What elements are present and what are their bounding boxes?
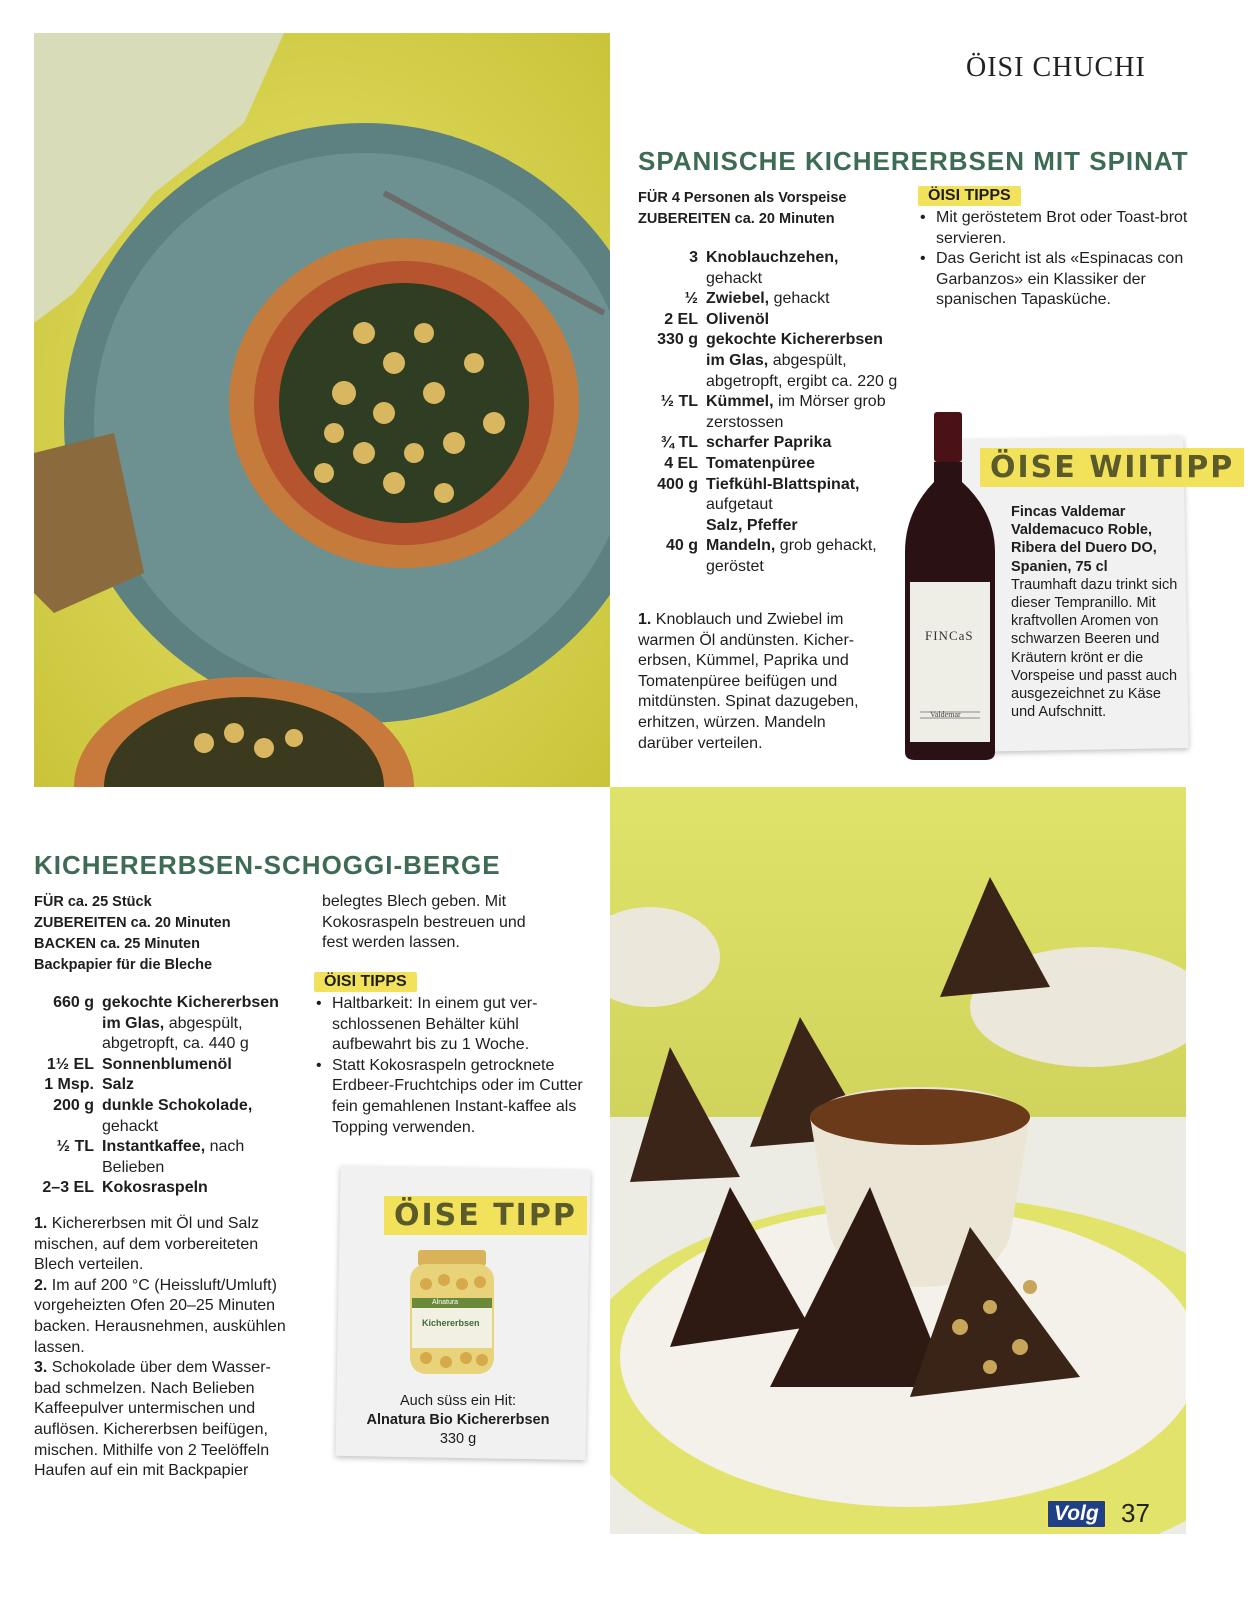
ingredient-note: abgespült, abgetropft, ca. 440 g <box>102 1014 249 1053</box>
product-size: 330 g <box>439 1431 477 1447</box>
ingredient-text <box>102 1055 289 1076</box>
ingredient-text <box>706 475 898 516</box>
ingredient-name: Kokosraspeln <box>102 1179 208 1197</box>
ingredient-note: gehackt <box>769 290 830 308</box>
wine-bottle-brand: Valdemar <box>930 710 961 719</box>
ingredient-note: nach Belieben <box>102 1138 245 1176</box>
recipe1-prep-time: ZUBEREITEN ca. 20 Minuten <box>638 211 835 227</box>
ingredient-name: Zwiebel, <box>706 290 770 308</box>
brand-logo-text: Volg <box>1054 1502 1099 1525</box>
ingredient-text <box>706 433 898 454</box>
ingredient-row <box>34 1178 289 1199</box>
ingredient-note: aufgetaut <box>706 496 773 514</box>
ingredient-name: dunkle Schokolade, <box>102 1096 253 1114</box>
product-tip-label-wrap <box>384 1196 587 1235</box>
ingredient-text <box>706 248 898 289</box>
recipe2-equipment: Backpapier für die Bleche <box>34 957 213 973</box>
ingredient-note: im Mörser grob zerstossen <box>706 393 886 431</box>
ingredient-row <box>34 1075 289 1096</box>
ingredient-quantity: 3 <box>689 249 698 266</box>
recipe1-title: SPANISCHE KICHERERBSEN MIT SPINAT <box>638 146 1189 176</box>
tip-item: • Haltbarkeit: In einem gut ver-schlossenen Behälter kühl aufbewahrt bis zu 1 Woche. <box>314 994 594 1056</box>
ingredient-quantity: 330 g <box>657 331 698 349</box>
ingredient-quantity: 1 Msp. <box>44 1076 94 1094</box>
recipe2-tips <box>314 972 594 1138</box>
step-number: 3. <box>34 1359 48 1377</box>
ingredient-name: Salz <box>102 1076 135 1094</box>
ingredient-name: Knoblauchzehen, <box>706 249 839 266</box>
ingredient-row <box>638 516 898 537</box>
ingredient-row <box>638 289 898 310</box>
chickpea-jar <box>404 1248 500 1378</box>
ingredient-note: gehackt <box>102 1117 159 1135</box>
step-number: 1. <box>34 1215 48 1232</box>
photo-chocolate-illustration <box>610 787 1186 1534</box>
ingredient-quantity: 2 EL <box>664 310 698 328</box>
ingredient-name: Sonnenblumenöl <box>102 1055 232 1073</box>
recipe1-ingredients <box>638 248 898 578</box>
recipe2-meta <box>34 892 231 976</box>
ingredient-text <box>102 1137 289 1178</box>
ingredient-quantity: 1½ EL <box>46 1055 94 1073</box>
ingredient-text <box>102 1075 289 1096</box>
ingredient-name: scharfer Paprika <box>706 434 832 452</box>
ingredient-text <box>706 516 898 537</box>
ingredient-name: Tomatenpüree <box>706 454 816 472</box>
product-tip-label: ÖISE TIPP <box>384 1196 587 1235</box>
ingredient-quantity: 660 g <box>53 994 94 1011</box>
recipe1-tips-label: ÖISI TIPPS <box>918 186 1021 206</box>
wine-tip-label: ÖISE WIITIPP <box>980 448 1244 487</box>
ingredient-row <box>638 248 898 289</box>
step-number: 1. <box>638 611 652 628</box>
ingredient-row <box>638 330 898 392</box>
recipe2-step-continued: belegtes Blech geben. Mit Kokosraspeln bestreuen und fest werden lassen. <box>322 893 526 952</box>
ingredient-row <box>34 1055 289 1076</box>
ingredient-text <box>706 454 898 475</box>
recipe1-meta <box>638 188 846 230</box>
ingredient-note: gehackt <box>706 269 763 287</box>
ingredient-row <box>34 993 289 1055</box>
ingredient-row <box>34 1096 289 1137</box>
ingredient-note: abgespült, abgetropft, ergibt ca. 220 g <box>706 351 898 390</box>
ingredient-row <box>638 433 898 454</box>
ingredient-name: Mandeln, <box>706 537 776 555</box>
ingredient-quantity: 40 g <box>665 537 698 555</box>
step-text: Im auf 200 °C (Heissluft/Umluft) vorgeheizten Ofen 20–25 Minuten backen. Herausnehmen, auskühlen lassen. <box>34 1276 286 1356</box>
chickpea-jar-svg <box>404 1248 500 1378</box>
ingredient-quantity: 4 EL <box>664 454 698 472</box>
tip-item: • Das Gericht ist als «Espinacas con Garbanzos» ein Klassiker der spanischen Tapasküche. <box>918 249 1198 311</box>
recipe1-tips-list <box>918 208 1198 311</box>
ingredient-row <box>638 310 898 331</box>
ingredient-row <box>638 454 898 475</box>
wine-tip-label-wrap <box>980 448 1244 487</box>
step <box>34 1276 296 1358</box>
section-title: ÖISI CHUCHI <box>966 52 1146 83</box>
ingredient-text <box>102 993 289 1055</box>
ingredient-name: Kümmel, <box>706 393 774 411</box>
ingredient-text <box>102 1096 289 1137</box>
wine-name: Fincas Valdemar Valdemacuco Roble, Ribera del Duero DO, Spanien, 75 cl <box>1011 504 1157 575</box>
wine-description: Traumhaft dazu trinkt sich dieser Tempranillo. Mit kraftvollen Aromen von schwarzen Beeren und Kräutern krönt er die Vorspeise und passt auch ausgezeichnet zu Käse und Aufschnitt. <box>1011 576 1178 721</box>
product-name: Alnatura Bio Kichererbsen <box>366 1412 550 1428</box>
wine-bottle-label: FINCaS <box>925 628 974 643</box>
brand-logo <box>1046 1499 1107 1529</box>
recipe2-steps <box>34 1214 296 1482</box>
step-text: Knoblauch und Zwiebel im warmen Öl andünsten. Kicher-erbsen, Kümmel, Paprika und Tomatenpüree beifügen und mitdünsten. Spinat dazugeben, erhitzen, würzen. Mandeln darüber verteilen. <box>638 611 859 752</box>
photo-chocolate-mounds <box>610 787 1186 1534</box>
recipe2-tips-list <box>314 994 594 1138</box>
photo-chickpeas-illustration <box>34 33 610 787</box>
ingredient-text <box>706 289 898 310</box>
ingredient-name: Tiefkühl-Blattspinat, <box>706 475 860 493</box>
ingredient-quantity: ½ TL <box>56 1138 94 1156</box>
recipe2-title: KICHERERBSEN-SCHOGGI-BERGE <box>34 850 501 880</box>
ingredient-quantity: ½ <box>684 290 698 308</box>
ingredient-text <box>706 330 898 392</box>
ingredient-text <box>102 1178 289 1199</box>
recipe1-tips <box>918 186 1198 311</box>
step <box>34 1214 296 1276</box>
ingredient-text <box>706 392 898 433</box>
step <box>638 610 878 754</box>
page-number: 37 <box>1121 1498 1150 1528</box>
wine-tip-text <box>1011 503 1181 721</box>
ingredient-quantity: ½ TL <box>660 393 698 411</box>
step-text: Schokolade über dem Wasser-bad schmelzen. Nach Belieben Kaffeepulver untermischen und auflösen. Kichererbsen beifügen, mischen. Mithilfe von 2 Teelöffeln Haufen auf ein mit Backpapier <box>34 1359 271 1480</box>
ingredient-row <box>638 536 898 577</box>
jar-label: Kichererbsen <box>422 1318 480 1328</box>
ingredient-text <box>706 310 898 331</box>
tip-item: • Mit geröstetem Brot oder Toast-brot servieren. <box>918 208 1198 249</box>
product-line1: Auch süss ein Hit: <box>399 1393 517 1409</box>
ingredient-quantity: 2–3 EL <box>42 1179 94 1197</box>
ingredient-row <box>638 392 898 433</box>
ingredient-quantity: 200 g <box>53 1096 94 1114</box>
recipe1-servings: FÜR 4 Personen als Vorspeise <box>638 190 847 206</box>
ingredient-text <box>706 536 898 577</box>
ingredient-quantity: ¾ TL <box>660 434 698 452</box>
ingredient-row <box>34 1137 289 1178</box>
ingredient-name: Salz, Pfeffer <box>706 516 798 534</box>
ingredient-quantity: 400 g <box>657 475 698 493</box>
tip-item: • Statt Kokosraspeln getrocknete Erdbeer-Fruchtchips oder im Cutter fein gemahlenen Instant-kaffee als Topping verwenden. <box>314 1056 594 1138</box>
product-tip-text <box>352 1392 564 1449</box>
recipe2-tips-label: ÖISI TIPPS <box>314 972 417 992</box>
ingredient-name: Olivenöl <box>706 310 770 328</box>
step-text: Kichererbsen mit Öl und Salz mischen, auf dem vorbereiteten Blech verteilen. <box>34 1215 259 1274</box>
ingredient-note: grob gehackt, geröstet <box>706 537 877 575</box>
recipe2-servings: FÜR ca. 25 Stück <box>34 894 152 910</box>
recipe1-steps <box>638 610 878 754</box>
recipe2-prep-time: ZUBEREITEN ca. 20 Minuten <box>34 915 231 931</box>
photo-chickpeas-spinach <box>34 33 610 787</box>
ingredient-name: Instantkaffee, <box>102 1138 206 1156</box>
ingredient-row <box>638 475 898 516</box>
ingredient-name: gekochte Kichererbsen im Glas, <box>706 331 883 369</box>
ingredient-quantity <box>638 516 698 537</box>
recipe2-bake-time: BACKEN ca. 25 Minuten <box>34 936 200 952</box>
step-number: 2. <box>34 1276 48 1294</box>
ingredient-name: gekochte Kichererbsen im Glas, <box>102 994 279 1032</box>
jar-brand: Alnatura <box>432 1299 459 1306</box>
recipe2-ingredients <box>34 993 289 1199</box>
step <box>34 1358 296 1482</box>
